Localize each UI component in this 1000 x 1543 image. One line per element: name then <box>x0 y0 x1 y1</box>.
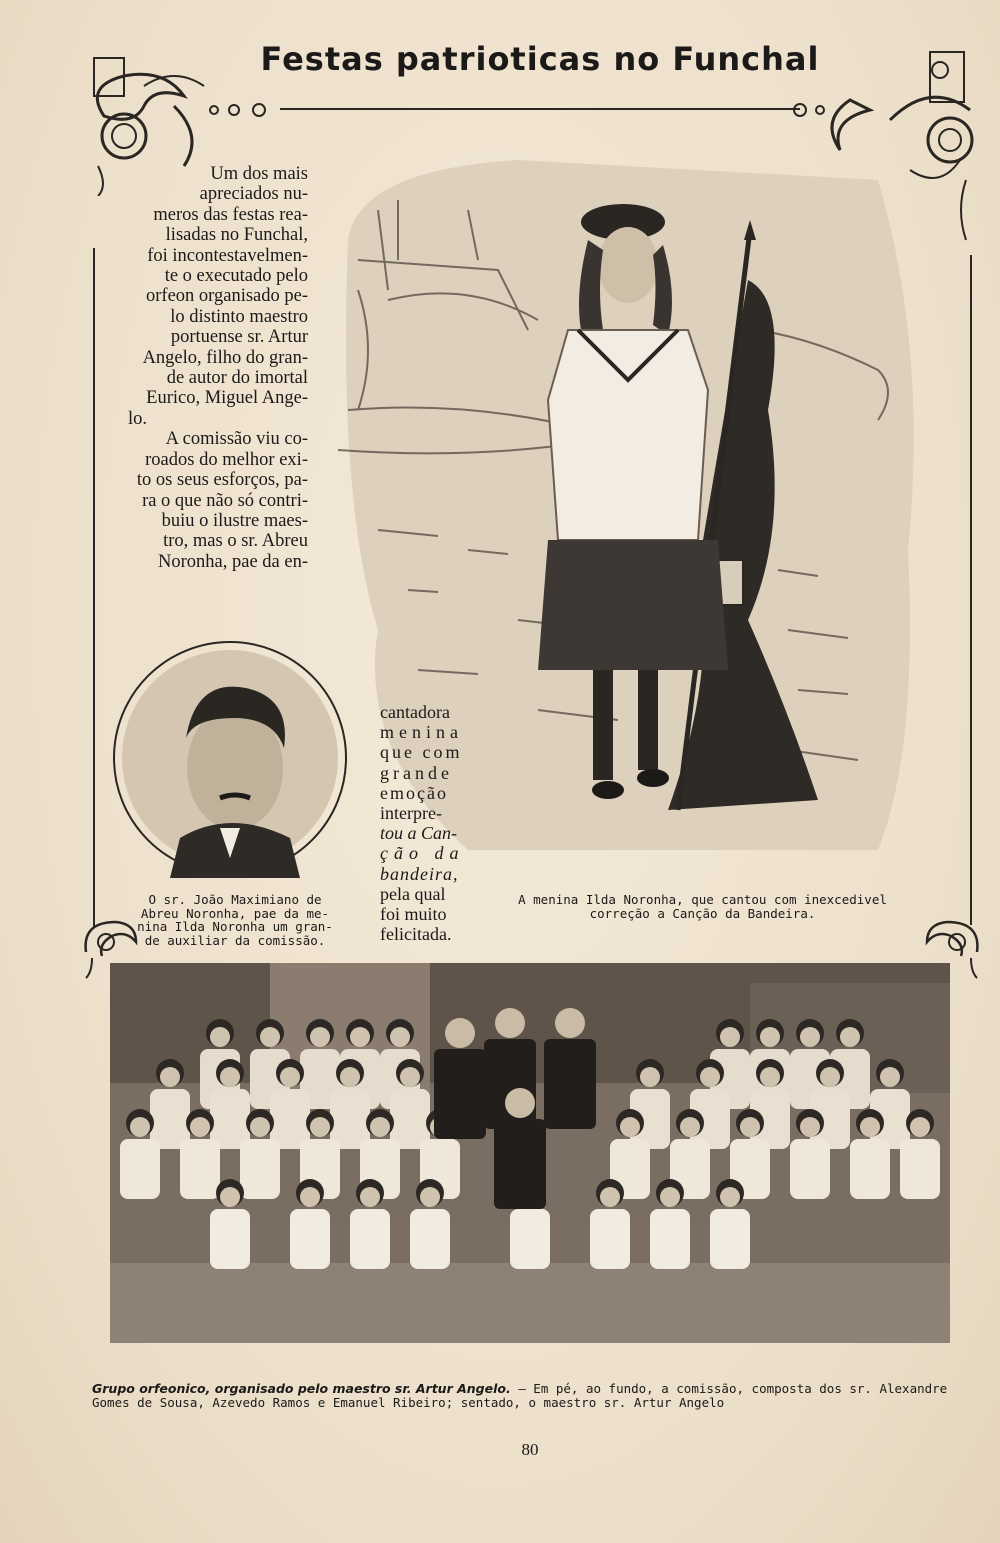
article-line: lo distinto maestro <box>170 306 308 327</box>
continuation-line: interpre- <box>380 803 442 824</box>
article-line: buiu o ilustre maes- <box>161 510 308 531</box>
continuation-line: grande <box>380 762 453 783</box>
article-line: orfeon organisado pe- <box>146 286 308 307</box>
continuation-line: tou a Can- <box>380 823 458 844</box>
portrait-medallion <box>110 638 350 878</box>
continuation-line: ção da <box>380 843 465 864</box>
article-line: lisadas no Funchal, <box>165 225 308 246</box>
group-photo <box>110 963 950 1343</box>
portrait-caption-line: de auxiliar da comissão. <box>144 932 326 948</box>
continuation-line: cantadora <box>380 702 450 722</box>
continuation-line: pela qual <box>380 883 446 904</box>
girl-caption-line: correção a Canção da Bandeira. <box>589 905 816 921</box>
continuation-line: felicitada. <box>380 924 452 945</box>
article-line: de autor do imortal <box>166 368 308 389</box>
article-line: tro, mas o sr. Abreu <box>163 531 308 552</box>
continuation-line: emoção <box>380 782 448 803</box>
girl-photo-caption <box>500 893 905 920</box>
article-line: apreciados nu- <box>199 184 308 205</box>
portrait-caption <box>120 893 350 947</box>
article-line: te o executado pelo <box>164 266 308 287</box>
right-border-line <box>970 255 972 925</box>
article-line: ra o que não só contri- <box>142 490 308 511</box>
article-continuation <box>380 702 465 945</box>
article-line: foi incontestavelmen- <box>147 245 308 266</box>
girl-caption-line: A menina Ilda Noronha, que cantou com inexcedivel <box>518 892 887 907</box>
page-number: 80 <box>521 1440 539 1459</box>
article-line: A comissão viu co- <box>165 429 308 450</box>
continuation-line: bandeira, <box>380 863 459 884</box>
portrait-caption-line: O sr. João Maximiano de <box>148 892 322 907</box>
article-line: meros das festas rea- <box>153 204 308 225</box>
article-line: roados do melhor exi- <box>145 449 308 470</box>
left-border-line <box>93 248 95 928</box>
article-line: portuense sr. Artur <box>170 327 308 348</box>
page-title: Festas patrioticas no Funchal <box>260 40 820 78</box>
article-line: Eurico, Miguel Ange- <box>146 388 308 409</box>
group-caption-lead: Grupo orfeonico, organisado pelo maestro sr. Artur Angelo. <box>92 1381 511 1396</box>
group-caption-body: — Em pé, ao fundo, a comissão, composta dos sr. Alexandre Gomes de Sousa, Azevedo Ramos e Emanuel Ribeiro; sentado, o maestro sr. Artur Angelo <box>92 1381 948 1410</box>
portrait-caption-line: nina Ilda Noronha um gran- <box>137 919 333 935</box>
continuation-line: menina <box>380 722 463 743</box>
group-photo-caption <box>92 1382 972 1410</box>
portrait-caption-line: Abreu Noronha, pae da me- <box>140 905 330 921</box>
article-line: to os seus esforços, pa- <box>136 470 308 491</box>
article-column <box>128 164 308 572</box>
article-line: Noronha, pae da en- <box>158 551 308 572</box>
article-line: lo. <box>128 408 148 429</box>
article-line: Um dos mais <box>210 164 308 184</box>
continuation-line: que com <box>380 742 463 763</box>
continuation-line: foi muito <box>380 904 447 925</box>
article-line: Angelo, filho do gran- <box>142 347 308 368</box>
header-rule-left <box>280 108 800 110</box>
